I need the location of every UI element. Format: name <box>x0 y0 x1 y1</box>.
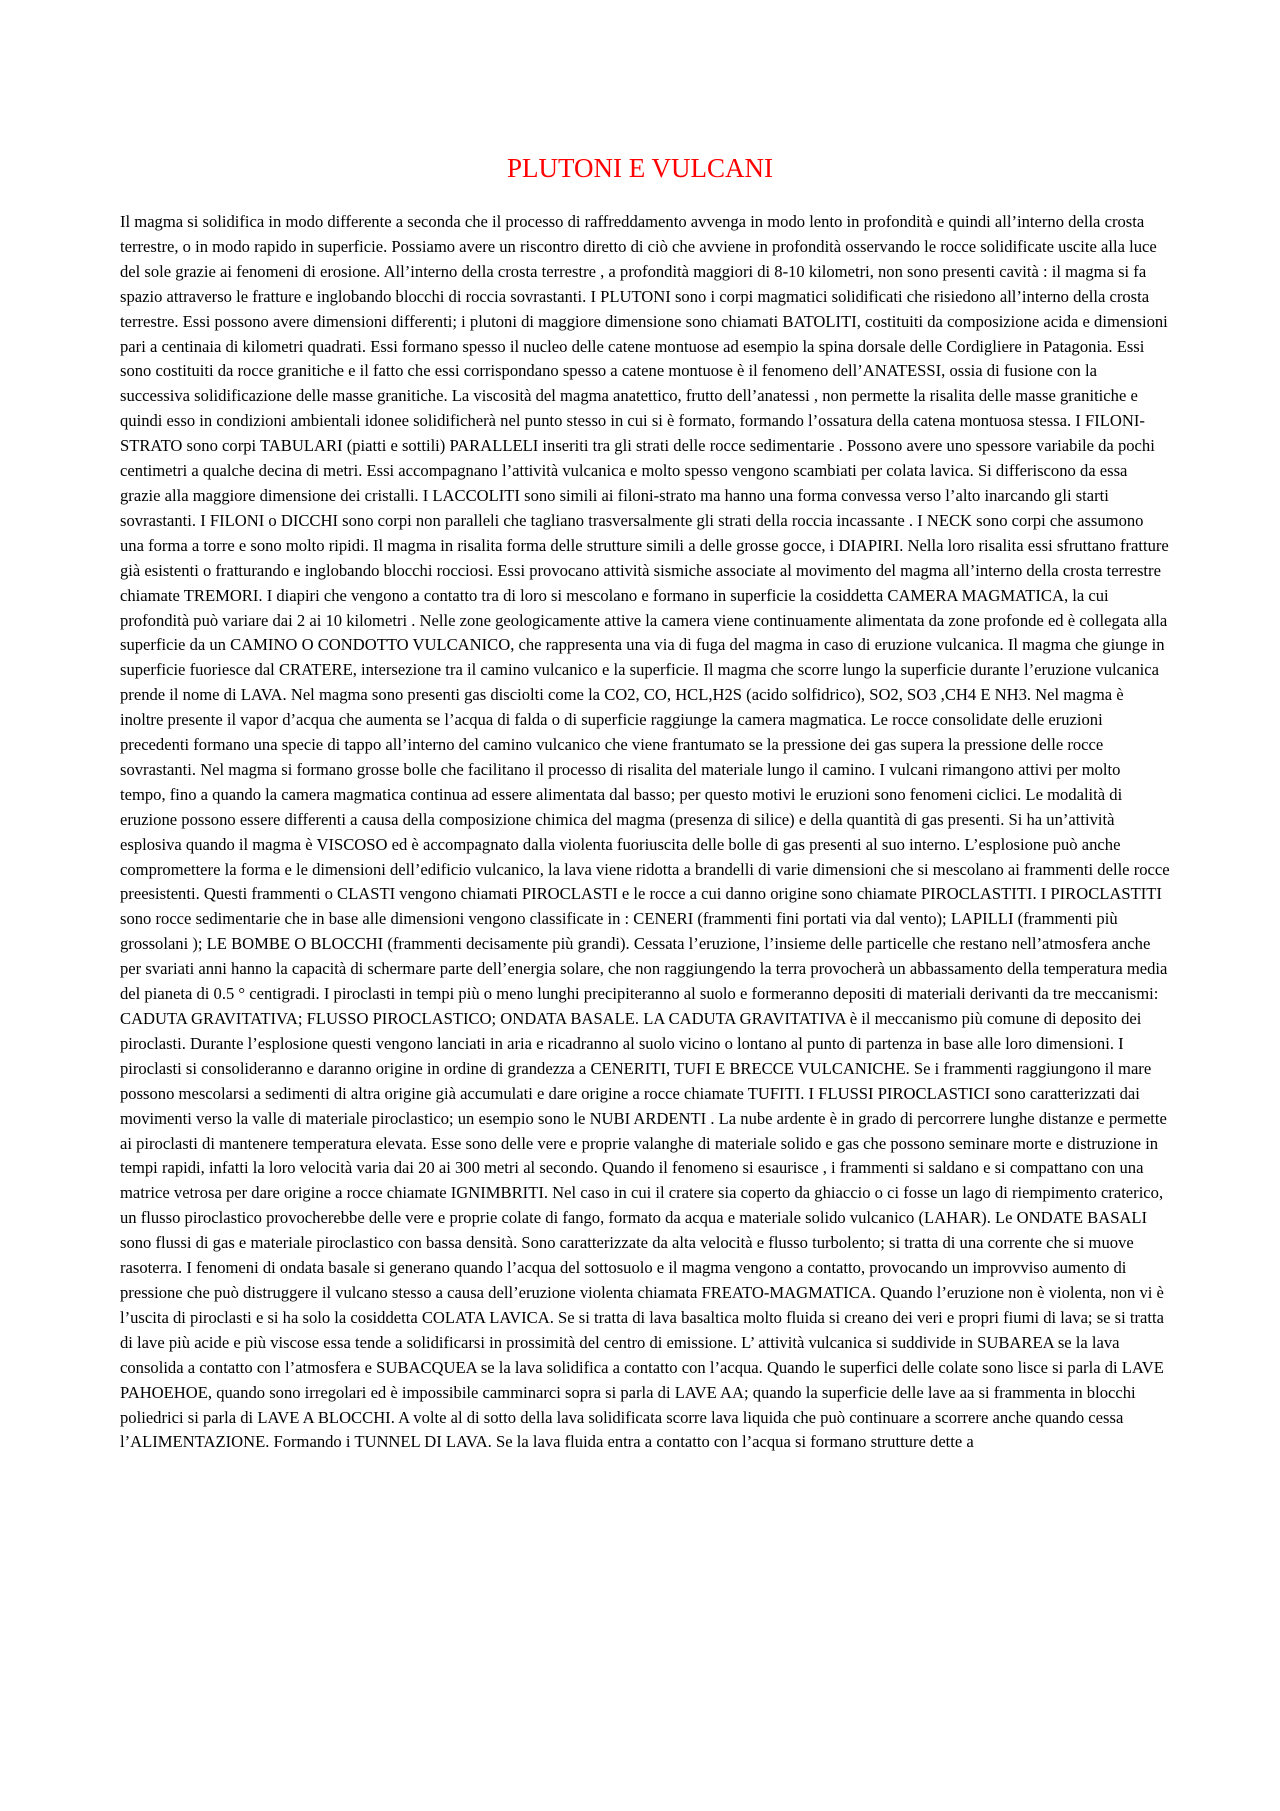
document-body-paragraph: Il magma si solidifica in modo differente a seconda che il processo di raffreddamento avvenga in modo lento in profondità e quindi all’interno della crosta terrestre, o in modo rapido in superficie. Possiamo avere un riscontro diretto di ciò che avviene in profondità osservando le rocce solidificate uscite alla luce del sole grazie ai fenomeni di erosione. All’interno della crosta terrestre , a profondità maggiori di 8-10 kilometri, non sono presenti cavità : il magma si fa spazio attraverso le fratture e inglobando blocchi di roccia sovrastanti. I PLUTONI sono i corpi magmatici solidificati che risiedono all’interno della crosta terrestre. Essi possono avere dimensioni differenti; i plutoni di maggiore dimensione sono chiamati BATOLITI, costituiti da composizione acida e dimensioni pari a centinaia di kilometri quadrati. Essi formano spesso il nucleo delle catene montuose ad esempio la spina dorsale delle Cordigliere in Patagonia. Essi sono costituiti da rocce granitiche e il fatto che essi corrispondano spesso a catene montuose è il fenomeno dell’ANATESSI, ossia di fusione con la successiva solidificazione delle masse granitiche. La viscosità del magma anatettico, frutto dell’anatessi , non permette la risalita delle masse granitiche e quindi esso in condizioni ambientali idonee solidificherà nel punto stesso in cui si è formato, formando l’ossatura della catena montuosa stessa. I FILONI-STRATO sono corpi TABULARI (piatti e sottili) PARALLELI inseriti tra gli strati delle rocce sedimentarie . Possono avere uno spessore variabile da pochi centimetri a qualche decina di metri. Essi accompagnano l’attività vulcanica e molto spesso vengono scambiati per colata lavica. Si differiscono da essa grazie alla maggiore dimensione dei cristalli. I LACCOLITI sono simili ai filoni-strato ma hanno una forma convessa verso l’alto inarcando gli starti sovrastanti. I FILONI o DICCHI sono corpi non paralleli che tagliano trasversalmente gli strati della roccia incassante . I NECK sono corpi che assumono una forma a torre e sono molto ripidi. Il magma in risalita forma delle strutture simili a delle grosse gocce, i DIAPIRI. Nella loro risalita essi sfruttano fratture già esistenti o fratturando e inglobando blocchi rocciosi. Essi provocano attività sismiche associate al movimento del magma all’interno della crosta terrestre chiamate TREMORI. I diapiri che vengono a contatto tra di loro si mescolano e formano in superficie la cosiddetta CAMERA MAGMATICA, la cui profondità può variare dai 2 ai 10 kilometri . Nelle zone geologicamente attive la camera viene continuamente alimentata da zone profonde ed è collegata alla superficie da un CAMINO O CONDOTTO VULCANICO, che rappresenta una via di fuga del magma in caso di eruzione vulcanica. Il magma che giunge in superficie fuoriesce dal CRATERE, intersezione tra il camino vulcanico e la superficie. Il magma che scorre lungo la superficie durante l’eruzione vulcanica prende il nome di LAVA. Nel magma sono presenti gas disciolti come la CO2, CO, HCL,H2S (acido solfidrico), SO2, SO3 ,CH4 E NH3. Nel magma è inoltre presente il vapor d’acqua che aumenta se l’acqua di falda o di superficie raggiunge la camera magmatica. Le rocce consolidate delle eruzioni precedenti formano una specie di tappo all’interno del camino vulcanico che viene frantumato se la pressione dei gas supera la pressione delle rocce sovrastanti. Nel magma si formano grosse bolle che facilitano il processo di risalita del materiale lungo il camino. I vulcani rimangono attivi per molto tempo, fino a quando la camera magmatica continua ad essere alimentata dal basso; per questo motivi le eruzioni sono fenomeni ciclici. Le modalità di eruzione possono essere differenti a causa della composizione chimica del magma (presenza di silice) e della quantità di gas presenti. Si ha un’attività esplosiva quando il magma è VISCOSO ed è accompagnato dalla violenta fuoriuscita delle bolle di gas presenti al suo interno. L’esplosione può anche compromettere la forma e le dimensioni dell’edificio vulcanico, la lava viene ridotta a brandelli di varie dimensioni che si mescolano ai frammenti delle rocce preesistenti. Questi frammenti o CLASTI vengono chiamati PIROCLASTI e le rocce a cui danno origine sono chiamate PIROCLASTITI. I PIROCLASTITI sono rocce sedimentarie che in base alle dimensioni vengono classificate in : CENERI (frammenti fini portati via dal vento); LAPILLI (frammenti più grossolani ); LE BOMBE O BLOCCHI (frammenti decisamente più grandi). Cessata l’eruzione, l’insieme delle particelle che restano nell’atmosfera anche per svariati anni hanno la capacità di schermare parte dell’energia solare, che non raggiungendo la terra provocherà un abbassamento della temperatura media del pianeta di 0.5 ° centigradi. I piroclasti in tempi più o meno lunghi precipiteranno al suolo e formeranno depositi di materiali derivanti da tre meccanismi: CADUTA GRAVITATIVA; FLUSSO PIROCLASTICO; ONDATA BASALE. LA CADUTA GRAVITATIVA è il meccanismo più comune di deposito dei piroclasti. Durante l’esplosione questi vengono lanciati in aria e ricadranno al suolo vicino o lontano al punto di partenza in base alle loro dimensioni. I piroclasti si consolideranno e daranno origine in ordine di grandezza a CENERITI, TUFI E BRECCE VULCANICHE. Se i frammenti raggiungono il mare possono mescolarsi a sedimenti di altra origine già accumulati e dare origine a rocce chiamate TUFITI. I FLUSSI PIROCLASTICI sono caratterizzati dai movimenti verso la valle di materiale piroclastico; un esempio sono le NUBI ARDENTI . La nube ardente è in grado di percorrere lunghe distanze e permette ai piroclasti di mantenere temperatura elevata. Esse sono delle vere e proprie valanghe di materiale solido e gas che possono seminare morte e distruzione in tempi rapidi, infatti la loro velocità varia dai 20 ai 300 metri al secondo. Quando il fenomeno si esaurisce , i frammenti si saldano e si compattano con una matrice vetrosa per dare origine a rocce chiamate IGNIMBRITI. Nel caso in cui il cratere sia coperto da ghiaccio o ci fosse un lago di riempimento craterico, un flusso piroclastico provocherebbe delle vere e proprie colate di fango, formato da acqua e materiale solido vulcanico (LAHAR). Le ONDATE BASALI sono flussi di gas e materiale piroclastico con bassa densità. Sono caratterizzate da alta velocità e flusso turbolento; si tratta di una corrente che si muove rasoterra. I fenomeni di ondata basale si generano quando l’acqua del sottosuolo e il magma vengono a contatto, provocando un improvviso aumento di pressione che può distruggere il vulcano stesso a causa dell’eruzione violenta chiamata FREATO-MAGMATICA. Quando l’eruzione non è violenta, non vi è l’uscita di piroclasti e si ha solo la cosiddetta COLATA LAVICA. Se si tratta di lava basaltica molto fluida si creano dei veri e propri fiumi di lava; se si tratta di lave più acide e più viscose essa tende a solidificarsi in prossimità del centro di emissione. L’ attività vulcanica si suddivide in SUBAREA se la lava consolida a contatto con l’atmosfera e SUBACQUEA se la lava solidifica a contatto con l’acqua. Quando le superfici delle colate sono lisce si parla di LAVE PAHOEHOE, quando sono irregolari ed è impossibile camminarci sopra si parla di LAVE AA; quando la superficie delle lave aa si frammenta in blocchi poliedrici si parla di LAVE A BLOCCHI. A volte al di sotto della lava solidificata scorre lava liquida che può continuare a scorrere anche quando cessa l’ALIMENTAZIONE. Formando i TUNNEL DI LAVA. Se la lava fluida entra a contatto con l’acqua si formano strutture dette a <box>120 212 1170 1452</box>
document-title: PLUTONI E VULCANI <box>507 153 773 183</box>
